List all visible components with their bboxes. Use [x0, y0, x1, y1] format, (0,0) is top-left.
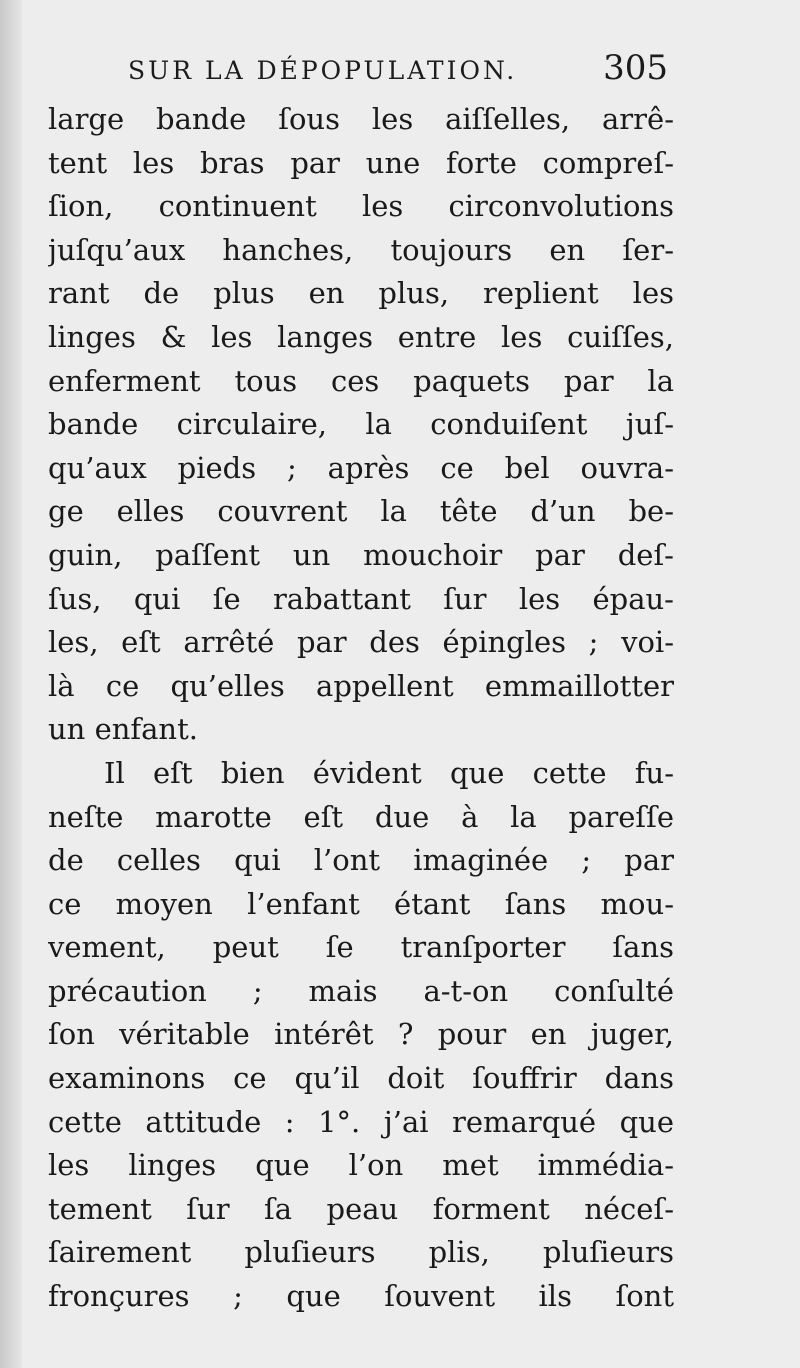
text-line: fronçures ; que ſouvent ils ſont	[48, 1279, 674, 1314]
text-line: juſqu’aux hanches, toujours en ſer-	[48, 232, 674, 267]
text-line: de celles qui l’ont imaginée ; par	[48, 843, 674, 878]
text-line: un enfant.	[48, 712, 198, 747]
text-line: ce moyen l’enfant étant ſans mou-	[48, 886, 674, 921]
text-line: rant de plus en plus, replient les	[48, 276, 674, 311]
text-line: examinons ce qu’il doit ſouffrir dans	[48, 1061, 674, 1096]
text-line: ſion, continuent les circonvolutions	[48, 189, 674, 224]
text-line: qu’aux pieds ; après ce bel ouvra-	[48, 450, 674, 485]
text-line: neſte marotte eſt due à la pareſſe	[48, 799, 674, 834]
text-line: large bande ſous les aiſſelles, arrê-	[48, 102, 674, 136]
body-text	[48, 98, 674, 1319]
paragraph-2	[48, 752, 674, 1319]
text-line: enferment tous ces paquets par la	[48, 363, 674, 398]
page-header	[128, 46, 668, 102]
text-line: ſus, qui ſe rabattant ſur les épau-	[48, 581, 674, 616]
page-edge-shadow	[0, 0, 22, 1368]
text-line: cette attitude : 1°. j’ai remarqué que	[48, 1104, 674, 1139]
running-head: SUR LA DÉPOPULATION.	[128, 56, 518, 85]
paragraph-1	[48, 98, 674, 752]
text-line: ſairement pluſieurs plis, pluſieurs	[48, 1235, 674, 1270]
text-line: guin, paſſent un mouchoir par deſ-	[48, 537, 674, 572]
text-line: là ce qu’elles appellent emmaillotter	[48, 668, 674, 703]
page-number: 305	[603, 48, 668, 88]
text-line: bande circulaire, la conduiſent juſ-	[48, 407, 674, 442]
text-line: précaution ; mais a-t-on conſulté	[48, 973, 674, 1008]
text-line: ſon véritable intérêt ? pour en juger,	[48, 1017, 674, 1052]
text-line: ge elles couvrent la tête d’un be-	[48, 494, 674, 529]
text-line: les, eſt arrêté par des épingles ; voi-	[48, 625, 674, 660]
text-line: tement ſur ſa peau forment néceſ-	[48, 1191, 674, 1226]
text-line: vement, peut ſe tranſporter ſans	[48, 930, 674, 965]
text-line: linges & les langes entre les cuiſſes,	[48, 319, 674, 354]
text-line: tent les bras par une forte compreſ-	[48, 145, 674, 180]
text-line: Il eſt bien évident que cette fu-	[104, 755, 674, 790]
text-line: les linges que l’on met immédia-	[48, 1148, 674, 1183]
